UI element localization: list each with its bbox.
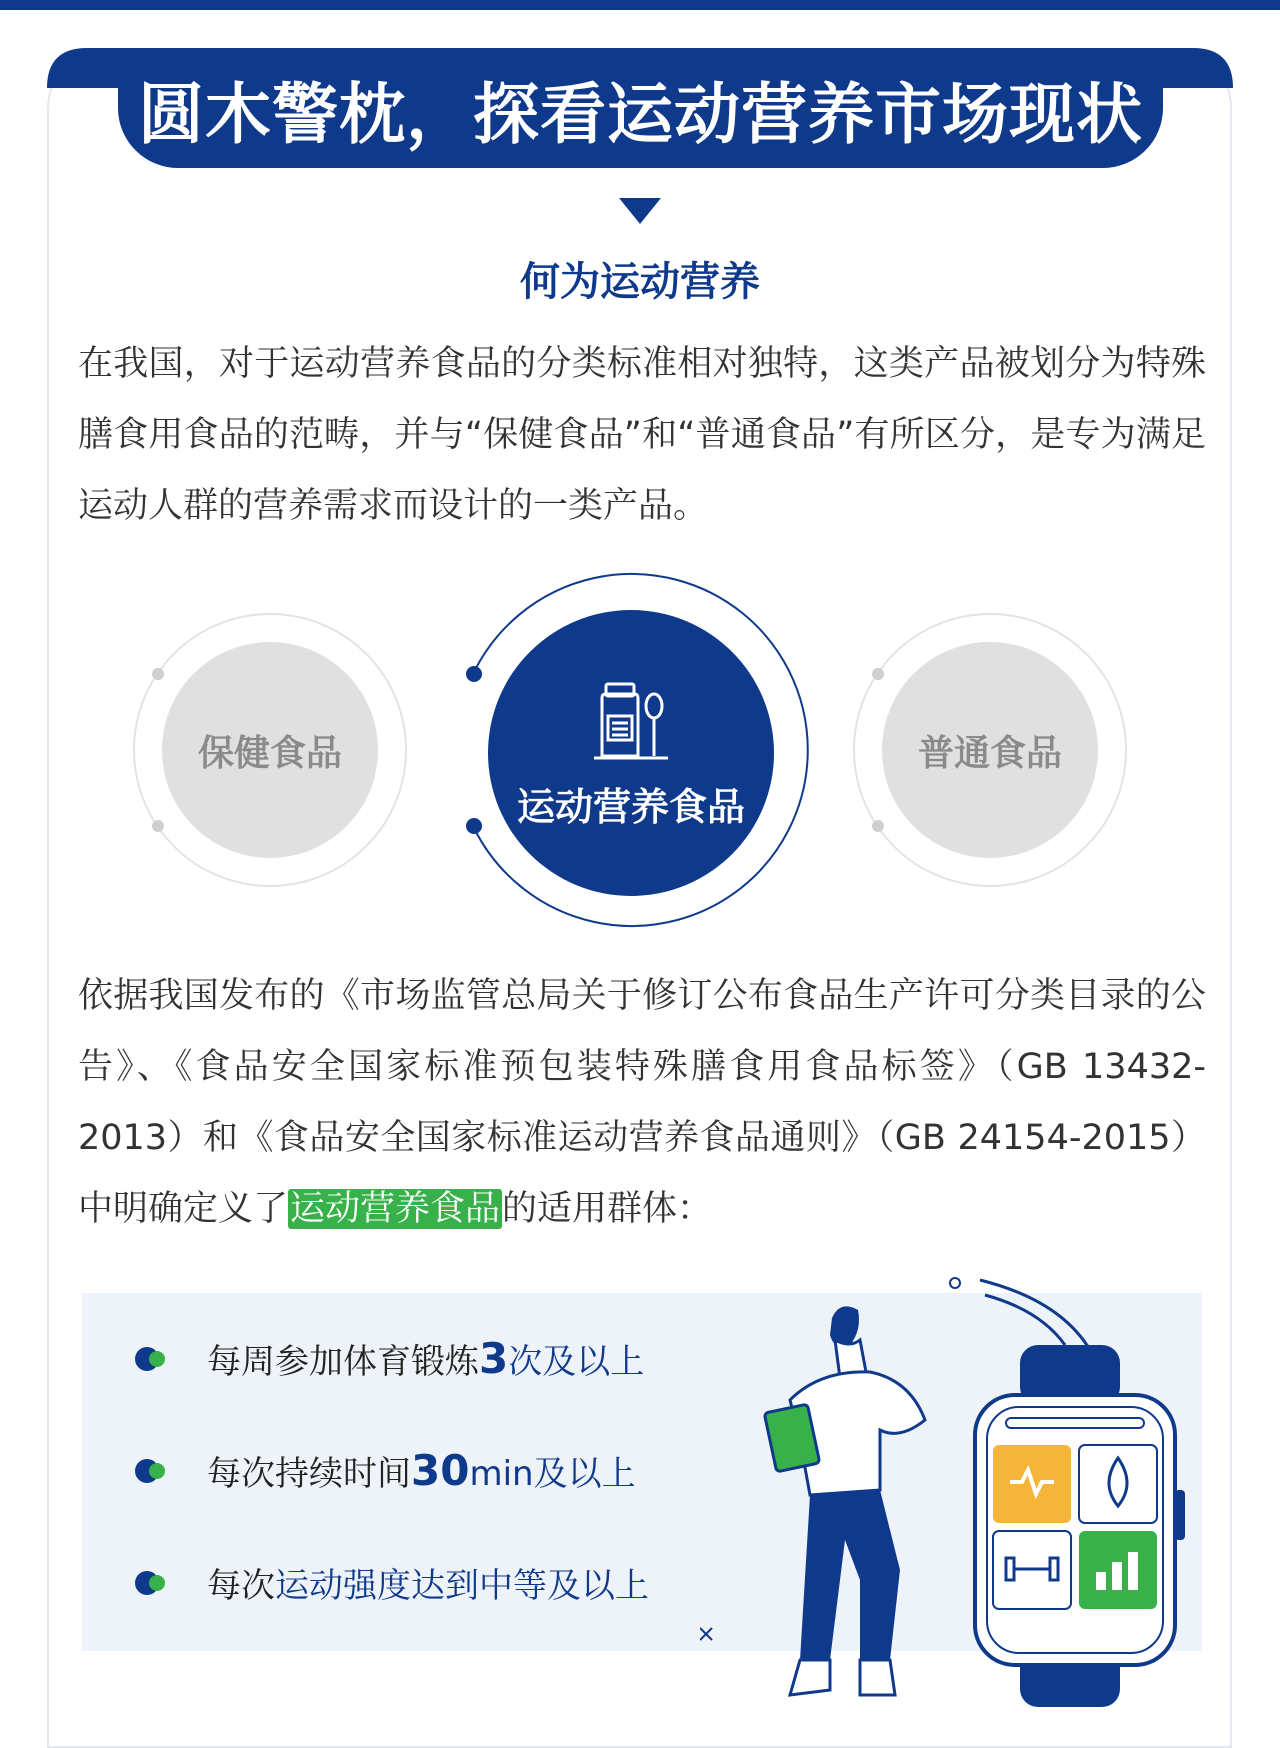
regulation-text-end: 的适用群体： (502, 1189, 713, 1229)
regulation-text: 依据我国发布的《市场监管总局关于修订公布食品生产许可分类目录的公告》、《食品安全国家标准预包装特殊膳食用食品标签》（GB 13432-2013）和《食品安全国家标准运动营养食品通则》（GB 24154-2015）中明确定义了 (78, 976, 1206, 1229)
bullet-icon (135, 1459, 177, 1483)
banner-right-ear (1153, 48, 1233, 88)
down-triangle-icon (619, 198, 661, 224)
intro-paragraph: 在我国，对于运动营养食品的分类标准相对独特，这类产品被划分为特殊膳食用食品的范畴，并与“保健食品”和“普通食品”有所区分，是专为满足运动人群的营养需求而设计的一类产品。 (78, 344, 1206, 526)
sports-nutrition-label: 运动营养食品 (516, 784, 745, 829)
criteria-item (135, 1446, 636, 1495)
banner-left-ear (47, 48, 127, 88)
page-title: 圆木警枕，探看运动营养市场现状 (138, 75, 1143, 153)
sports-nutrition-circle (488, 610, 774, 896)
title-banner (118, 48, 1163, 168)
bullet-icon (135, 1347, 177, 1371)
criteria-item (135, 1558, 649, 1607)
section-subheading: 何为运动营养 (520, 259, 760, 305)
supplement-bottle-spoon-icon (586, 676, 676, 766)
health-food-label: 保健食品 (197, 732, 342, 774)
ordinary-food-circle (882, 642, 1098, 858)
regulation-paragraph (78, 961, 1206, 1245)
highlight-sports-nutrition: 运动营养食品 (290, 1189, 501, 1229)
criteria-item (135, 1334, 644, 1383)
bullet-icon (135, 1571, 177, 1595)
criteria-text: 每次持续时间30min及以上 (207, 1446, 636, 1495)
person-smartwatch-illustration (700, 1265, 1200, 1707)
ordinary-food-label: 普通食品 (917, 732, 1062, 774)
health-food-circle (162, 642, 378, 858)
top-bar (0, 0, 1280, 10)
criteria-text: 每周参加体育锻炼3次及以上 (207, 1334, 645, 1383)
criteria-text: 每次运动强度达到中等及以上 (207, 1566, 649, 1606)
